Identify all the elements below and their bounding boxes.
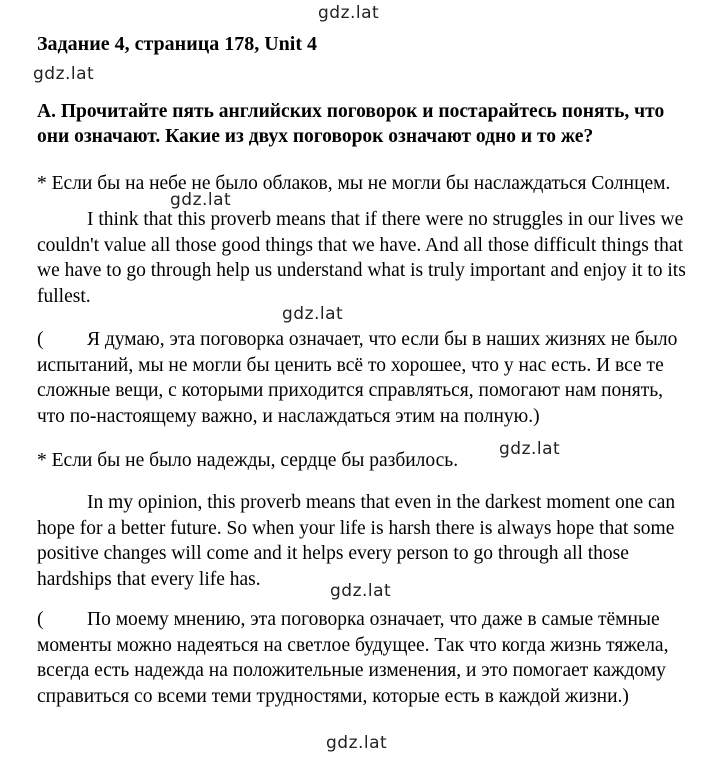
proverb-2-russian: По моему мнению, эта поговорка означает, что даже в самые тёмные моменты можно надеяться на светлое будущее. Так что когда жизнь тяжела, всегда есть надежда на положительные изменения, и это помогает каждому справиться со всеми теми трудностями, которые есть в каждой жизни.) [37,609,669,707]
proverb-2-english: In my opinion, this proverb means that even in the darkest moment one can hope for a better future. So when your life is harsh there is always hope that some positive changes will come and it helps every person to go through all those hardships that every life has. [37,492,676,590]
page-title: Задание 4, страница 178, Unit 4 [37,33,318,55]
watermark-proverb1: gdz.lat [170,190,232,210]
open-paren: ( [37,609,44,630]
proverb-2-russian-block [37,607,692,709]
proverb-1-russian: Я думаю, эта поговорка означает, что если бы в наших жизнях не было испытаний, мы не могли бы ценить всё то хорошее, что у нас есть. И все те сложные вещи, с которыми приходится справляться, помогают нам понять, что по-настоящему важно, и наслаждаться этим на полную.) [37,329,678,427]
task-instruction: A. Прочитайте пять английских поговорок и постарайтесь понять, что они означают. Какие из двух поговорок означают одно и то же? [37,101,665,147]
proverb-1-heading: * Если бы на небе не было облаков, мы не могли бы наслаждаться Солнцем. [37,173,671,194]
watermark-right: gdz.lat [499,439,561,459]
proverb-2-heading: * Если бы не было надежды, сердце бы разбилось. [37,450,459,471]
watermark-bottom: gdz.lat [326,733,388,753]
watermark-middle: gdz.lat [282,304,344,324]
open-paren: ( [37,329,44,350]
proverb-1-english: I think that this proverb means that if there were no struggles in our lives we couldn't value all those good things that we have. And all those difficult things that we have to go through help us understand what is truly important and enjoy it to its fullest. [37,209,686,307]
watermark-top: gdz.lat [318,3,380,23]
proverb-1-russian-block [37,327,692,429]
watermark-proverb2: gdz.lat [330,581,392,601]
watermark-left: gdz.lat [33,64,95,84]
